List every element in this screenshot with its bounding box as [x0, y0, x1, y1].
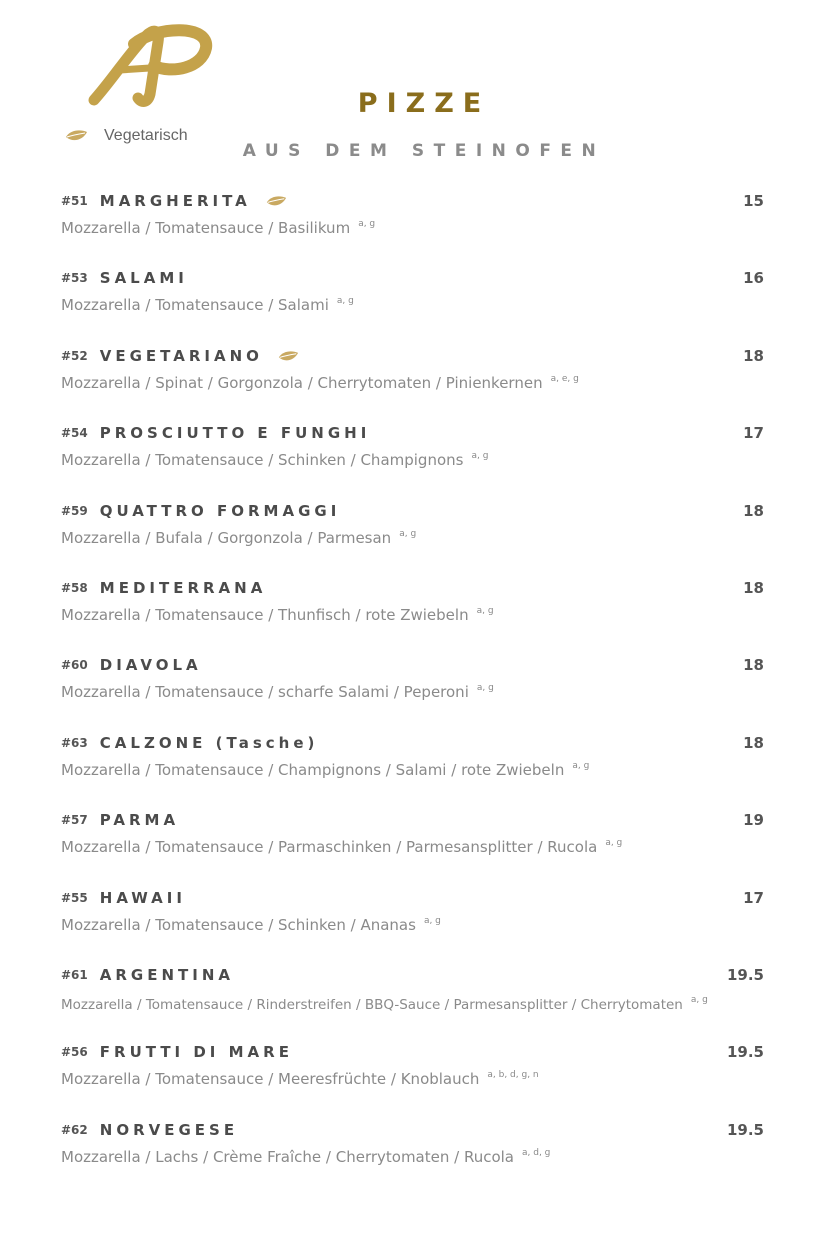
item-price: 15	[743, 192, 764, 210]
menu-item	[0, 344, 840, 421]
item-ingredients: Mozzarella / Tomatensauce / Thunfisch / rote Zwiebeln	[61, 606, 469, 624]
menu-item-header	[61, 189, 287, 213]
item-number: #55	[61, 891, 88, 905]
item-allergens: a, g	[572, 761, 590, 771]
page-subtitle: AUS DEM STEINOFEN	[242, 141, 606, 161]
item-allergens: a, g	[358, 219, 376, 229]
item-description	[61, 451, 488, 469]
item-ingredients: Mozzarella / Tomatensauce / Salami	[61, 296, 329, 314]
item-ingredients: Mozzarella / Tomatensauce / Champignons / Salami / rote Zwiebeln	[61, 761, 565, 779]
menu-item-header	[61, 808, 179, 832]
menu-item	[0, 731, 840, 808]
item-price: 17	[743, 889, 764, 907]
item-allergens: a, g	[423, 916, 441, 926]
menu-item-header	[61, 731, 318, 755]
item-price: 16	[743, 269, 764, 287]
item-price: 19.5	[726, 1121, 764, 1139]
item-allergens: a, g	[690, 995, 708, 1005]
menu-item-header	[61, 653, 202, 677]
item-allergens: a, g	[471, 451, 489, 461]
item-number: #57	[61, 813, 88, 827]
item-number: #52	[61, 349, 88, 363]
item-price: 19.5	[726, 966, 764, 984]
menu-item-header	[61, 886, 186, 910]
item-name: MEDITERRANA	[99, 579, 267, 597]
menu-item	[0, 653, 840, 730]
item-ingredients: Mozzarella / Tomatensauce / scharfe Salami / Peperoni	[61, 683, 469, 701]
menu-item	[0, 421, 840, 498]
item-name: CALZONE (Tasche)	[99, 734, 319, 752]
item-number: #56	[61, 1045, 88, 1059]
menu-item-header	[61, 1040, 293, 1064]
item-name: PARMA	[99, 811, 180, 829]
item-name: PROSCIUTTO E FUNGHI	[99, 424, 371, 442]
item-ingredients: Mozzarella / Tomatensauce / Schinken / Champignons	[61, 451, 464, 469]
item-price: 17	[743, 424, 764, 442]
item-number: #62	[61, 1123, 88, 1137]
item-price: 18	[743, 734, 764, 752]
menu-item	[0, 1118, 840, 1195]
menu-item-header	[61, 963, 234, 987]
item-allergens: a, g	[476, 606, 494, 616]
item-number: #63	[61, 736, 88, 750]
item-description	[61, 1070, 539, 1088]
item-number: #59	[61, 504, 88, 518]
item-name: DIAVOLA	[99, 656, 202, 674]
menu-item-header	[61, 576, 266, 600]
item-allergens: a, e, g	[550, 374, 579, 384]
item-ingredients: Mozzarella / Tomatensauce / Meeresfrüchte / Knoblauch	[61, 1070, 480, 1088]
menu-item	[0, 189, 840, 266]
item-name: VEGETARIANO	[99, 347, 263, 365]
item-description	[61, 296, 354, 314]
item-description	[61, 916, 441, 934]
item-number: #58	[61, 581, 88, 595]
item-ingredients: Mozzarella / Spinat / Gorgonzola / Cherrytomaten / Pinienkernen	[61, 374, 543, 392]
menu-item-header	[61, 421, 370, 445]
menu-item-header	[61, 1118, 238, 1142]
item-allergens: a, b, d, g, n	[487, 1070, 539, 1080]
item-number: #54	[61, 426, 88, 440]
item-name: HAWAII	[99, 889, 186, 907]
item-ingredients: Mozzarella / Bufala / Gorgonzola / Parmesan	[61, 529, 392, 547]
item-number: #61	[61, 968, 88, 982]
item-name: NORVEGESE	[99, 1121, 239, 1139]
legend-label: Vegetarisch	[104, 127, 188, 144]
item-description	[61, 374, 579, 392]
item-description	[61, 995, 708, 1013]
item-description	[61, 761, 589, 779]
item-name: QUATTRO FORMAGGI	[99, 502, 341, 520]
item-price: 18	[743, 347, 764, 365]
item-ingredients: Mozzarella / Tomatensauce / Schinken / Ananas	[61, 916, 416, 934]
item-description	[61, 1148, 550, 1166]
item-description	[61, 529, 416, 547]
item-name: SALAMI	[99, 269, 188, 287]
item-ingredients: Mozzarella / Tomatensauce / Rinderstreifen / BBQ-Sauce / Parmesansplitter / Cherrytomaten	[61, 997, 683, 1013]
item-allergens: a, g	[476, 683, 494, 693]
item-price: 19.5	[726, 1043, 764, 1061]
menu-item	[0, 1040, 840, 1117]
leaf-icon	[277, 350, 299, 363]
menu-item	[0, 963, 840, 1040]
item-number: #53	[61, 271, 88, 285]
item-ingredients: Mozzarella / Tomatensauce / Basilikum	[61, 219, 351, 237]
item-price: 18	[743, 656, 764, 674]
menu-item-header	[61, 266, 188, 290]
item-price: 19	[743, 811, 764, 829]
item-number: #51	[61, 194, 88, 208]
item-ingredients: Mozzarella / Tomatensauce / Parmaschinken / Parmesansplitter / Rucola	[61, 838, 598, 856]
item-name: MARGHERITA	[99, 192, 251, 210]
item-number: #60	[61, 658, 88, 672]
item-ingredients: Mozzarella / Lachs / Crème Fraîche / Cherrytomaten / Rucola	[61, 1148, 514, 1166]
item-allergens: a, g	[605, 838, 623, 848]
menu-item	[0, 576, 840, 653]
item-description	[61, 606, 494, 624]
item-name: FRUTTI DI MARE	[99, 1043, 293, 1061]
menu-item	[0, 266, 840, 343]
item-allergens: a, d, g	[522, 1148, 551, 1158]
item-price: 18	[743, 579, 764, 597]
item-allergens: a, g	[399, 529, 417, 539]
menu-item	[0, 499, 840, 576]
menu-item	[0, 886, 840, 963]
item-description	[61, 219, 375, 237]
item-description	[61, 683, 494, 701]
item-price: 18	[743, 502, 764, 520]
page-title: PIZZE	[357, 88, 491, 119]
menu-item	[0, 808, 840, 885]
leaf-icon	[265, 195, 287, 208]
menu-item-header	[61, 499, 340, 523]
menu-item-header	[61, 344, 299, 368]
item-description	[61, 838, 622, 856]
item-name: ARGENTINA	[99, 966, 235, 984]
item-allergens: a, g	[336, 296, 354, 306]
